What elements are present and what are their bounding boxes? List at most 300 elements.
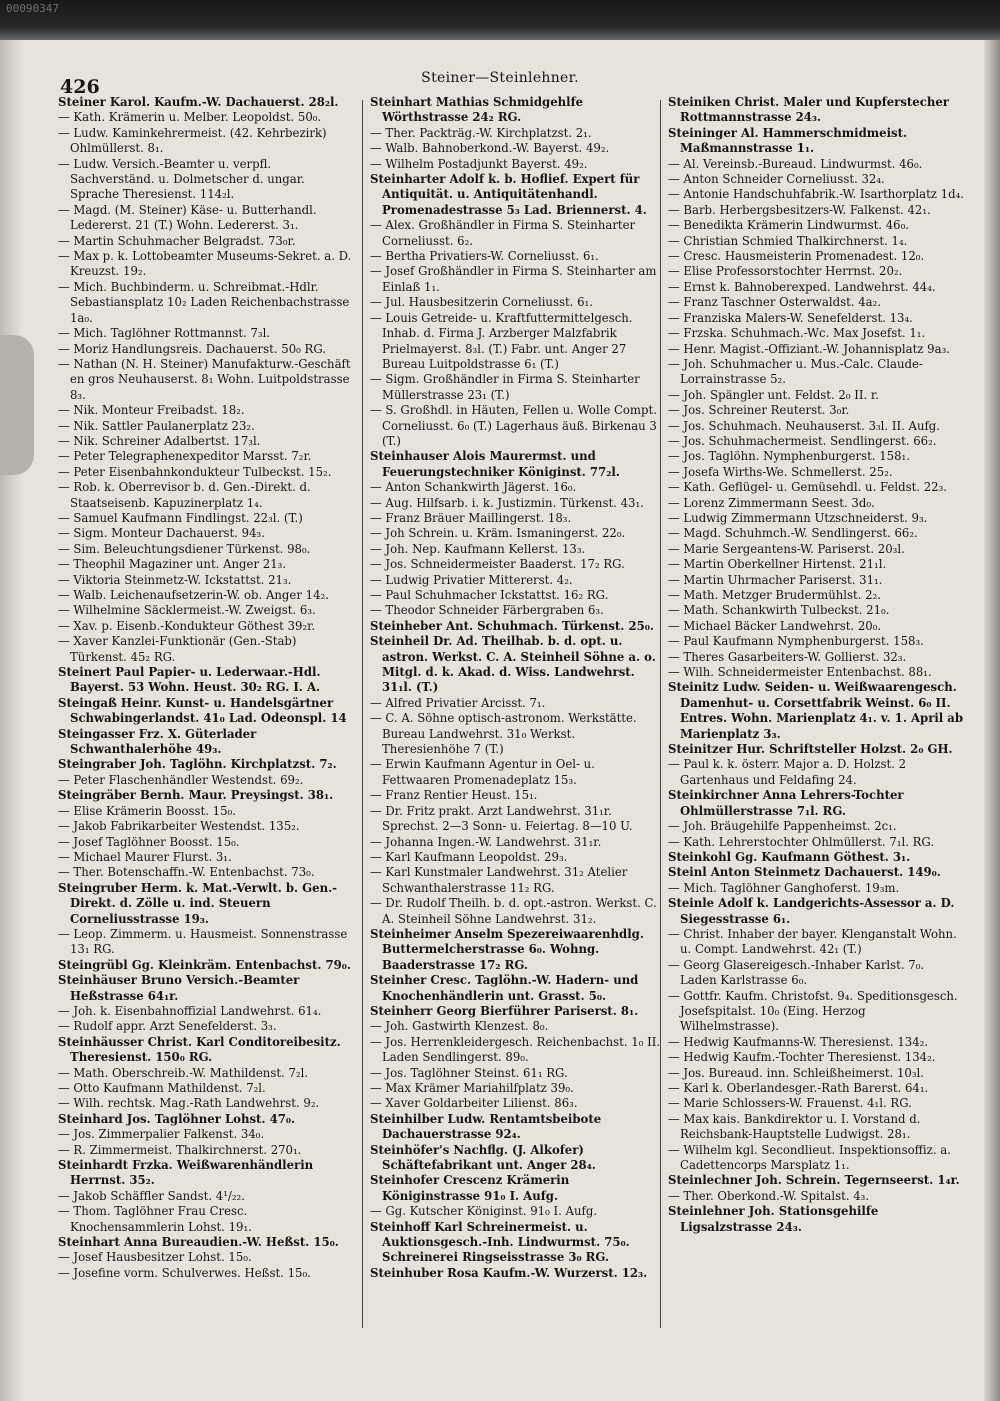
entry-text: Jos. Schuhmach. Neuhauserst. 3₃l. II. Aufg. (683, 418, 941, 433)
directory-subentry (370, 588, 666, 603)
directory-subentry (58, 1004, 354, 1019)
surname: Steinher (370, 973, 427, 988)
directory-subentry (58, 1066, 354, 1081)
directory-entry (370, 95, 666, 126)
directory-column-2 (370, 95, 666, 1281)
entry-text: Karol. Kaufm.-W. Dachauerst. 28₂l. (109, 95, 339, 109)
entry-text: Jos. Herrenkleidergesch. Reichenbachst. 1₀ II. Laden Sendlingerst. 89₀. (382, 1034, 661, 1065)
entry-text: Paul Papier- u. Lederwaar.-Hdl. Bayerst. 53 Wohn. Heust. 30₂ RG. I. A. (70, 665, 321, 695)
entry-text: Ernst k. Bahnoberexped. Landwehrst. 44₄. (683, 279, 936, 294)
entry-text: Sim. Beleuchtungsdiener Türkenst. 98₀. (73, 541, 311, 556)
directory-entry (58, 757, 354, 772)
entry-text: Ther. Oberkond.-W. Spitalst. 4₃. (683, 1188, 870, 1203)
directory-subentry (370, 218, 666, 249)
entry-text: Josef Großhändler in Firma S. Steinharter am Einlaß 1₁. (382, 264, 657, 294)
directory-subentry (58, 526, 354, 541)
entry-text: Max Krämer Mariahilfplatz 39₀. (385, 1081, 574, 1095)
directory-subentry (370, 788, 666, 803)
entry-text: Anselm Spezereiwaarenhdlg. Buttermelcherstrasse 6₀. Wohng. Baaderstrasse 17₂ RG. (382, 926, 644, 972)
entry-text: Hedwig Kaufm.-Tochter Theresienst. 134₂. (683, 1050, 936, 1065)
entry-text: Rudolf appr. Arzt Senefelderst. 3₃. (73, 1019, 277, 1034)
directory-subentry (58, 1266, 354, 1281)
directory-entry (668, 126, 964, 157)
directory-entry (370, 449, 666, 480)
entry-text: Franz Bräuer Maillingerst. 18₃. (385, 510, 572, 525)
directory-entry (58, 958, 354, 973)
entry-text: Lorenz Zimmermann Seest. 3d₀. (683, 495, 875, 510)
directory-subentry (668, 496, 964, 511)
entry-text: Mathias Schmidgehlfe Wörthstrasse 24₂ RG. (382, 95, 584, 125)
entry-text: Paul Schuhmacher Ickstattst. 16₂ RG. (385, 588, 609, 602)
entry-text: Rosa Kaufm.-W. Wurzerst. 12₃. (447, 1265, 648, 1280)
surname: Steingruber (58, 880, 137, 895)
directory-subentry (668, 434, 964, 449)
entry-text: Theodor Schneider Färbergraben 6₃. (385, 603, 604, 618)
directory-subentry (58, 773, 354, 788)
entry-text: Josef Hausbesitzer Lohst. 15₀. (73, 1250, 252, 1265)
entry-text: Jos. Bureaud. inn. Schleißheimerst. 10₃l. (683, 1065, 924, 1080)
entry-text: Joh. Taglöhn. Kirchplatzst. 7₂. (139, 757, 337, 772)
entry-text: Paul k. k. österr. Major a. D. Holzst. 2 Gartenhaus und Feldafing 24. (680, 757, 907, 787)
directory-subentry (668, 249, 964, 264)
directory-subentry (370, 264, 666, 295)
entry-text: Wilh. rechtsk. Mag.-Rath Landwehrst. 9₂. (73, 1096, 320, 1111)
entry-text: Al. Hammerschmidmeist. Maßmannstrasse 1₁. (680, 125, 908, 156)
directory-subentry (58, 1127, 354, 1142)
directory-entry (668, 95, 964, 126)
surname: Steinhart (58, 1235, 120, 1250)
entry-text: Joh. Gastwirth Klenzest. 8₀. (385, 1019, 549, 1034)
directory-subentry (668, 465, 964, 480)
entry-text: Karl Schreinermeist. u. Auktionsgesch.-Inh. Lindwurmst. 75₀. Schreinerei Ringseisstrasse 3₀ RG. (382, 1219, 630, 1265)
directory-subentry (58, 126, 354, 157)
directory-entry (668, 850, 964, 865)
surname: Steinlechner (668, 1173, 752, 1188)
directory-entry (668, 896, 964, 927)
surname: Steinhuber (370, 1265, 443, 1280)
directory-subentry (58, 865, 354, 880)
directory-subentry (58, 280, 354, 326)
directory-subentry (668, 1050, 964, 1065)
directory-subentry (370, 141, 666, 156)
entry-text: Sigm. Großhändler in Firma S. Steinharter Müllerstrasse 23₁ (T.) (382, 372, 640, 402)
directory-subentry (668, 634, 964, 649)
directory-subentry (370, 557, 666, 572)
directory-subentry (370, 496, 666, 511)
running-head: Steiner—Steinlehner. (421, 70, 579, 86)
entry-text: Otto Kaufmann Mathildenst. 7₂l. (73, 1081, 266, 1095)
entry-text: Xaver Goldarbeiter Lilienst. 86₃. (385, 1096, 578, 1111)
surname: Steiniken (668, 95, 731, 109)
directory-subentry (668, 311, 964, 326)
directory-subentry (58, 342, 354, 357)
entry-text: Bertha Privatiers-W. Corneliusst. 6₁. (385, 249, 599, 264)
entry-text: Dr. Ad. Theilhab. b. d. opt. u. astron. Werkst. C. A. Steinheil Söhne a. o. Mitgl. d. k. Akad. d. Wiss. Landwehrst. 31₁l. (T.) (382, 634, 656, 695)
directory-subentry (58, 203, 354, 234)
directory-subentry (668, 264, 964, 279)
entry-text: Hur. Schriftsteller Holzst. 2₀ GH. (736, 742, 953, 757)
directory-subentry (668, 234, 964, 249)
entry-text: Cresc. Hausmeisterin Promenadest. 12₀. (683, 249, 925, 264)
directory-subentry (668, 187, 964, 202)
surname: Steingrübl (58, 957, 128, 972)
directory-subentry (370, 126, 666, 141)
entry-text: Barb. Herbergsbesitzers-W. Falkenst. 42₁. (683, 202, 931, 217)
directory-subentry (370, 1035, 666, 1066)
entry-text: Gg. Kutscher Königinst. 91₀ I. Aufg. (385, 1204, 598, 1219)
directory-entry (370, 1004, 666, 1019)
entry-text: Joh. Schrein. Tegernseerst. 1₄r. (755, 1173, 960, 1188)
directory-subentry (370, 480, 666, 495)
entry-text: Xav. p. Eisenb.-Kondukteur Göthest 39₂r. (73, 618, 316, 633)
entry-text: Joh. Stationsgehilfe Ligsalzstrasse 24₃. (680, 1204, 879, 1234)
entry-text: Anton Schankwirth Jägerst. 16₀. (385, 480, 577, 495)
entry-text: Jakob Fabrikarbeiter Westendst. 135₂. (73, 819, 300, 834)
page-number: 426 (60, 76, 100, 98)
entry-text: Alex. Großhändler in Firma S. Steinharter Corneliusst. 6₂. (382, 218, 636, 248)
entry-text: R. Zimmermeist. Thalkirchnerst. 270₁. (73, 1142, 302, 1157)
entry-text: Al. Vereinsb.-Bureaud. Lindwurmst. 46₀. (683, 156, 923, 171)
directory-subentry (58, 234, 354, 249)
entry-text: Louis Getreide- u. Kraftfuttermittelgesch. Inhab. d. Firma J. Arzberger Malzfabrik Prielmayerst. 8₃l. (T.) Fabr. unt. Anger 27 Bureau Luitpoldstrasse 6₁ (T.) (382, 310, 633, 371)
entry-text: Joh. k. Eisenbahnoffizial Landwehrst. 61₄. (73, 1003, 322, 1018)
entry-text: Ludw. Rentamtsbeibote Dachauerstrasse 92₄. (382, 1111, 602, 1142)
surname: Steinhilber (370, 1111, 444, 1126)
entry-text: Martin Uhrmacher Pariserst. 31₁. (683, 572, 883, 587)
directory-entry (370, 1173, 666, 1204)
directory-entry (370, 172, 666, 218)
directory-subentry (668, 989, 964, 1035)
entry-text: Max kais. Bankdirektor u. I. Vorstand d. Reichsbank-Hauptstelle Ludwigst. 28₁. (680, 1111, 921, 1142)
directory-subentry (668, 218, 964, 233)
directory-entry (58, 1112, 354, 1127)
entry-text: Josef Taglöhner Boosst. 15₀. (73, 834, 240, 849)
entry-text: Jul. Hausbesitzerin Corneliusst. 6₁. (385, 295, 593, 310)
surname: Steinhoff (370, 1219, 431, 1234)
directory-subentry (58, 157, 354, 203)
entry-text: Christ. Maler und Kupferstecher Rottmannstrasse 24₃. (680, 95, 949, 125)
entry-text: Ludw. Seiden- u. Weißwaarengesch. Damenhut- u. Corsettfabrik Weinst. 6₀ II. Entres. Wohn. Marienplatz 4₁. v. 1. April ab Marienplatz 3₃. (680, 680, 964, 741)
entry-text: Martin Schuhmacher Belgradst. 73₀r. (73, 233, 296, 248)
entry-text: Josefa Wirths-We. Schmellerst. 25₂. (683, 464, 893, 479)
entry-text: S. Großhdl. in Häuten, Fellen u. Wolle Compt. Corneliusst. 6₀ (T.) Lagerhaus äuß. Birkenau 3 (T.) (382, 403, 657, 448)
entry-text: Dr. Fritz prakt. Arzt Landwehrst. 31₁r. Sprechst. 2—3 Sonn- u. Feiertag. 8—10 U. (382, 803, 633, 834)
directory-entry (370, 1220, 666, 1266)
directory-subentry (668, 1189, 964, 1204)
entry-text: Franz Taschner Osterwaldst. 4a₂. (683, 295, 882, 310)
entry-text: Kath. Lehrerstochter Ohlmüllerst. 7₁l. RG. (683, 834, 935, 849)
directory-subentry (58, 835, 354, 850)
directory-subentry (668, 557, 964, 572)
directory-subentry (58, 480, 354, 511)
directory-subentry (58, 1189, 354, 1204)
directory-subentry (58, 573, 354, 588)
entry-text: Bruno Versich.-Beamter Heßstrasse 64₁r. (70, 973, 300, 1003)
scan-code: 00090347 (6, 2, 59, 15)
directory-subentry (370, 311, 666, 373)
directory-subentry (58, 1019, 354, 1034)
entry-text: Walb. Bahnoberkond.-W. Bayerst. 49₂. (385, 141, 610, 156)
entry-text: Bernh. Maur. Preysingst. 38₁. (139, 788, 334, 803)
entry-text: Elise Krämerin Boosst. 15₀. (73, 803, 236, 818)
entry-text: Thom. Taglöhner Frau Cresc. Knochensammlerin Lohst. 19₁. (70, 1204, 252, 1234)
entry-text: Magd. Schuhmch.-W. Sendlingerst. 66₂. (683, 526, 918, 541)
page-left-edge (0, 40, 22, 1401)
entry-text: Georg Glasereigesch.-Inhaber Karlst. 7₀. Laden Karlstrasse 6₀. (680, 957, 925, 988)
directory-entry (58, 95, 354, 110)
entry-text: Gg. Kaufmann Göthest. 3₁. (735, 849, 911, 864)
entry-text: Gottfr. Kaufm. Christofst. 9₄. Speditionsgesch. Josefspitalst. 10₀ (Eing. Herzog Wilhelmstrasse). (680, 988, 958, 1034)
directory-entry (58, 973, 354, 1004)
directory-entry (370, 1266, 666, 1281)
entry-text: Jos. Schreiner Reuterst. 3₀r. (683, 403, 850, 418)
entry-text: Henr. Magist.-Offiziant.-W. Johannisplatz 9a₃. (683, 341, 950, 356)
entry-text: Math. Oberschreib.-W. Mathildenst. 7₂l. (73, 1065, 309, 1080)
directory-subentry (58, 434, 354, 449)
entry-text: Marie Schlossers-W. Frauenst. 4₁l. RG. (683, 1096, 912, 1111)
entry-text: Peter Flaschenhändler Westendst. 69₂. (73, 772, 304, 787)
entry-text: Joh. Spängler unt. Feldst. 2₀ II. r. (683, 387, 879, 402)
directory-subentry (370, 249, 666, 264)
directory-subentry (58, 465, 354, 480)
entry-text: Frz. X. Güterlader Schwanthalerhöhe 49₃. (70, 726, 257, 757)
entry-text: Nachflg. (J. Alkofer) Schäftefabrikant unt. Anger 28₄. (382, 1142, 596, 1173)
surname: Steinhäusser (58, 1034, 144, 1049)
binding-tab-shadow (0, 335, 34, 475)
surname: Steinheber (370, 618, 442, 633)
directory-subentry (370, 1204, 666, 1219)
entry-text: Jakob Schäffler Sandst. 4¹/₂₂. (73, 1188, 245, 1203)
directory-subentry (58, 357, 354, 403)
directory-subentry (668, 526, 964, 541)
directory-subentry (668, 819, 964, 834)
directory-entry (370, 619, 666, 634)
directory-subentry (668, 480, 964, 495)
entry-text: Peter Telegraphenexpeditor Marsst. 7₂r. (73, 449, 312, 464)
surname: Steinert (58, 665, 112, 680)
surname: Steinlehner (668, 1204, 745, 1219)
surname: Steinhauser (370, 449, 449, 464)
entry-text: Christ. Karl Conditoreibesitz. Theresienst. 150₀ RG. (70, 1034, 341, 1065)
directory-subentry (668, 958, 964, 989)
entry-text: Mich. Taglöhner Rottmannst. 7₃l. (73, 326, 271, 341)
entry-text: Frzska. Schuhmach.-Wc. Max Josefst. 1₁. (683, 326, 926, 341)
directory-entry (58, 727, 354, 758)
entry-text: Heinr. Kunst- u. Handelsgärtner Schwabingerlandst. 41₀ Lad. Odeonspl. 14 (70, 695, 347, 726)
directory-subentry (668, 511, 964, 526)
surname: Steinhäuser (58, 973, 137, 988)
directory-subentry (58, 619, 354, 634)
directory-subentry (668, 542, 964, 557)
entry-text: Elise Professorstochter Herrnst. 20₂. (683, 264, 903, 279)
directory-entry (668, 680, 964, 742)
directory-subentry (668, 1096, 964, 1111)
directory-subentry (58, 449, 354, 464)
directory-subentry (58, 588, 354, 603)
entry-text: Anton Schneider Corneliusst. 32₄. (683, 172, 885, 187)
page-right-edge (984, 40, 1000, 1401)
entry-text: Frzka. Weißwarenhändlerin Herrnst. 35₂. (70, 1158, 314, 1188)
entry-text: Ludwig Privatier Mittererst. 4₂. (385, 572, 573, 587)
entry-text: Georg Bierführer Pariserst. 8₁. (436, 1003, 639, 1018)
directory-subentry (668, 449, 964, 464)
entry-text: Jos. Taglöhner Lohst. 47₀. (126, 1111, 296, 1126)
directory-entry (58, 1235, 354, 1250)
directory-subentry (58, 511, 354, 526)
directory-subentry (668, 326, 964, 341)
directory-entry (58, 881, 354, 927)
directory-subentry (370, 573, 666, 588)
entry-text: Walb. Leichenaufsetzerin-W. ob. Anger 14₂. (73, 588, 329, 602)
directory-subentry (668, 280, 964, 295)
entry-text: Ant. Schuhmach. Türkenst. 25₀. (446, 618, 654, 633)
directory-subentry (58, 850, 354, 865)
entry-text: Sigm. Monteur Dachauerst. 94₃. (73, 526, 265, 541)
entry-text: Jos. Schneidermeister Baaderst. 17₂ RG. (385, 557, 625, 572)
entry-text: Max p. k. Lottobeamter Museums-Sekret. a. D. Kreuzst. 19₂. (70, 249, 352, 279)
directory-subentry (370, 603, 666, 618)
surname: Steinl (668, 865, 707, 880)
directory-subentry (668, 403, 964, 418)
directory-subentry (668, 1143, 964, 1174)
directory-subentry (370, 157, 666, 172)
directory-subentry (668, 650, 964, 665)
entry-text: Theres Gasarbeiters-W. Gollierst. 32₃. (683, 649, 907, 664)
directory-subentry (58, 927, 354, 958)
entry-text: Franz Rentier Heust. 15₁. (385, 788, 538, 803)
directory-subentry (58, 110, 354, 125)
directory-subentry (668, 1035, 964, 1050)
surname: Steinhard (58, 1111, 123, 1126)
entry-text: Math. Metzger Brudermühlst. 2₂. (683, 588, 881, 602)
surname: Steinhöfer's (370, 1142, 450, 1157)
directory-entry (58, 696, 354, 727)
entry-text: Magd. (M. Steiner) Käse- u. Butterhandl. Ledererst. 21 (T.) Wohn. Ledererst. 3₁. (70, 202, 317, 233)
entry-text: Joh. Bräugehilfe Pappenheimst. 2c₁. (683, 819, 897, 834)
surname: Steinheimer (370, 926, 451, 941)
directory-subentry (58, 1081, 354, 1096)
directory-subentry (58, 542, 354, 557)
scan-header-bar (0, 0, 1000, 40)
entry-text: Wilhelmine Säcklermeist.-W. Zweigst. 6₃. (73, 603, 316, 618)
directory-subentry (370, 757, 666, 788)
directory-subentry (370, 696, 666, 711)
directory-subentry (668, 665, 964, 680)
directory-subentry (668, 157, 964, 172)
entry-text: Franziska Malers-W. Senefelderst. 13₄. (683, 310, 913, 325)
directory-subentry (668, 388, 964, 403)
entry-text: Jos. Taglöhner Steinst. 61₁ RG. (385, 1065, 568, 1080)
directory-subentry (668, 588, 964, 603)
directory-subentry (668, 573, 964, 588)
entry-text: Benedikta Krämerin Lindwurmst. 46₀. (683, 218, 909, 233)
entry-text: Kath. Krämerin u. Melber. Leopoldst. 50₀. (73, 110, 322, 125)
directory-entry (370, 634, 666, 696)
entry-text: Jos. Taglöhn. Nymphenburgerst. 158₁. (683, 449, 910, 464)
directory-subentry (370, 295, 666, 310)
directory-subentry (58, 634, 354, 665)
directory-subentry (370, 711, 666, 757)
surname: Steinherr (370, 1003, 433, 1018)
entry-text: Moriz Handlungsreis. Dachauerst. 50₀ RG. (73, 341, 326, 356)
surname: Steiner (58, 95, 106, 109)
surname: Steinitz (668, 680, 719, 695)
column-rule (362, 100, 363, 1328)
directory-subentry (668, 835, 964, 850)
entry-text: Dr. Rudolf Theilh. b. d. opt.-astron. Werkst. C. A. Steinheil Söhne Landwehrst. 31₂. (382, 896, 657, 926)
directory-subentry (370, 865, 666, 896)
directory-subentry (668, 419, 964, 434)
directory-column-3 (668, 95, 964, 1235)
directory-subentry (370, 835, 666, 850)
entry-text: Joh. Nep. Kaufmann Kellerst. 13₃. (385, 541, 586, 556)
directory-entry (668, 788, 964, 819)
entry-text: Paul Kaufmann Nymphenburgerst. 158₃. (683, 634, 924, 649)
directory-subentry (668, 203, 964, 218)
directory-entry (58, 1035, 354, 1066)
entry-text: Leop. Zimmerm. u. Hausmeist. Sonnenstrasse 13₁ RG. (70, 926, 348, 957)
directory-entry (58, 665, 354, 696)
entry-text: Adolf k. b. Hoflief. Expert für Antiquität. u. Antiquitätenhandl. Promenadestrasse 5₃ Lad. Briennerst. 4. (382, 172, 647, 217)
directory-subentry (668, 295, 964, 310)
entry-text: Michael Bäcker Landwehrst. 20₀. (683, 618, 882, 633)
entry-text: Aug. Hilfsarb. i. k. Justizmin. Türkenst. 43₁. (385, 495, 644, 510)
directory-subentry (58, 1143, 354, 1158)
entry-text: Gg. Kleinkräm. Entenbachst. 79₀. (131, 957, 351, 972)
entry-text: Ther. Botenschaffn.-W. Entenbachst. 73₀. (73, 865, 315, 880)
directory-subentry (668, 881, 964, 896)
directory-entry (668, 1204, 964, 1235)
directory-subentry (370, 1081, 666, 1096)
directory-subentry (668, 603, 964, 618)
entry-text: C. A. Söhne optisch-astronom. Werkstätte. Bureau Landwehrst. 31₀ Werkst. Theresienhöhe 7 (T.) (382, 711, 637, 757)
directory-subentry (58, 1204, 354, 1235)
entry-text: Peter Eisenbahnkondukteur Tulbeckst. 15₂. (73, 464, 332, 479)
surname: Steininger (668, 125, 737, 140)
entry-text: Martin Oberkellner Hirtenst. 21₁l. (683, 557, 887, 572)
entry-text: Xaver Kanzlei-Funktionär (Gen.-Stab) Türkenst. 45₂ RG. (70, 634, 297, 664)
entry-text: Kath. Geflügel- u. Gemüsehdl. u. Feldst. 22₃. (683, 480, 948, 495)
directory-subentry (668, 357, 964, 388)
directory-subentry (58, 804, 354, 819)
entry-text: Antonie Handschuhfabrik.-W. Isarthorplatz 1d₄. (683, 187, 964, 202)
directory-subentry (58, 249, 354, 280)
entry-text: Alfred Privatier Arcisst. 7₁. (385, 695, 546, 710)
entry-text: Anton Steinmetz Dachauerst. 149₀. (710, 865, 941, 880)
directory-subentry (668, 1081, 964, 1096)
entry-text: Anna Bureaudien.-W. Heßst. 15₀. (123, 1235, 339, 1250)
directory-subentry (668, 619, 964, 634)
entry-text: Karl Kunstmaler Landwehrst. 31₂ Atelier Schwanthalerstrasse 11₂ RG. (382, 865, 628, 895)
entry-text: Ludw. Versich.-Beamter u. verpfl. Sachverständ. u. Dolmetscher d. ungar. Sprache Theresienst. 114₂l. (70, 156, 305, 202)
entry-text: Alois Maurermst. und Feuerungstechniker Königinst. 77₂l. (382, 449, 620, 479)
entry-text: Karl Kaufmann Leopoldst. 29₃. (385, 849, 568, 864)
directory-entry (370, 927, 666, 973)
entry-text: Ludw. Kaminkehrermeist. (42. Kehrbezirk) Ohlmüllerst. 8₁. (70, 125, 327, 156)
entry-text: Adolf k. Landgerichts-Assessor a. D. Siegesstrasse 6₁. (680, 896, 955, 926)
surname: Steingräber (58, 788, 136, 803)
directory-entry (58, 1158, 354, 1189)
entry-text: Nik. Monteur Freibadst. 18₂. (73, 403, 245, 418)
entry-text: Ludwig Zimmermann Utzschneiderst. 9₃. (683, 510, 928, 525)
surname: Steinhardt (58, 1158, 129, 1173)
directory-subentry (58, 1250, 354, 1265)
entry-text: Anna Lehrers-Tochter Ohlmüllerstrasse 7₁l. RG. (680, 788, 904, 818)
directory-subentry (668, 172, 964, 187)
directory-subentry (370, 511, 666, 526)
entry-text: Nik. Sattler Paulanerplatz 23₂. (73, 418, 255, 433)
entry-text: Wilhelm kgl. Secondlieut. Inspektionsoffiz. a. Cadettencorps Marsplatz 1₁. (680, 1142, 951, 1173)
